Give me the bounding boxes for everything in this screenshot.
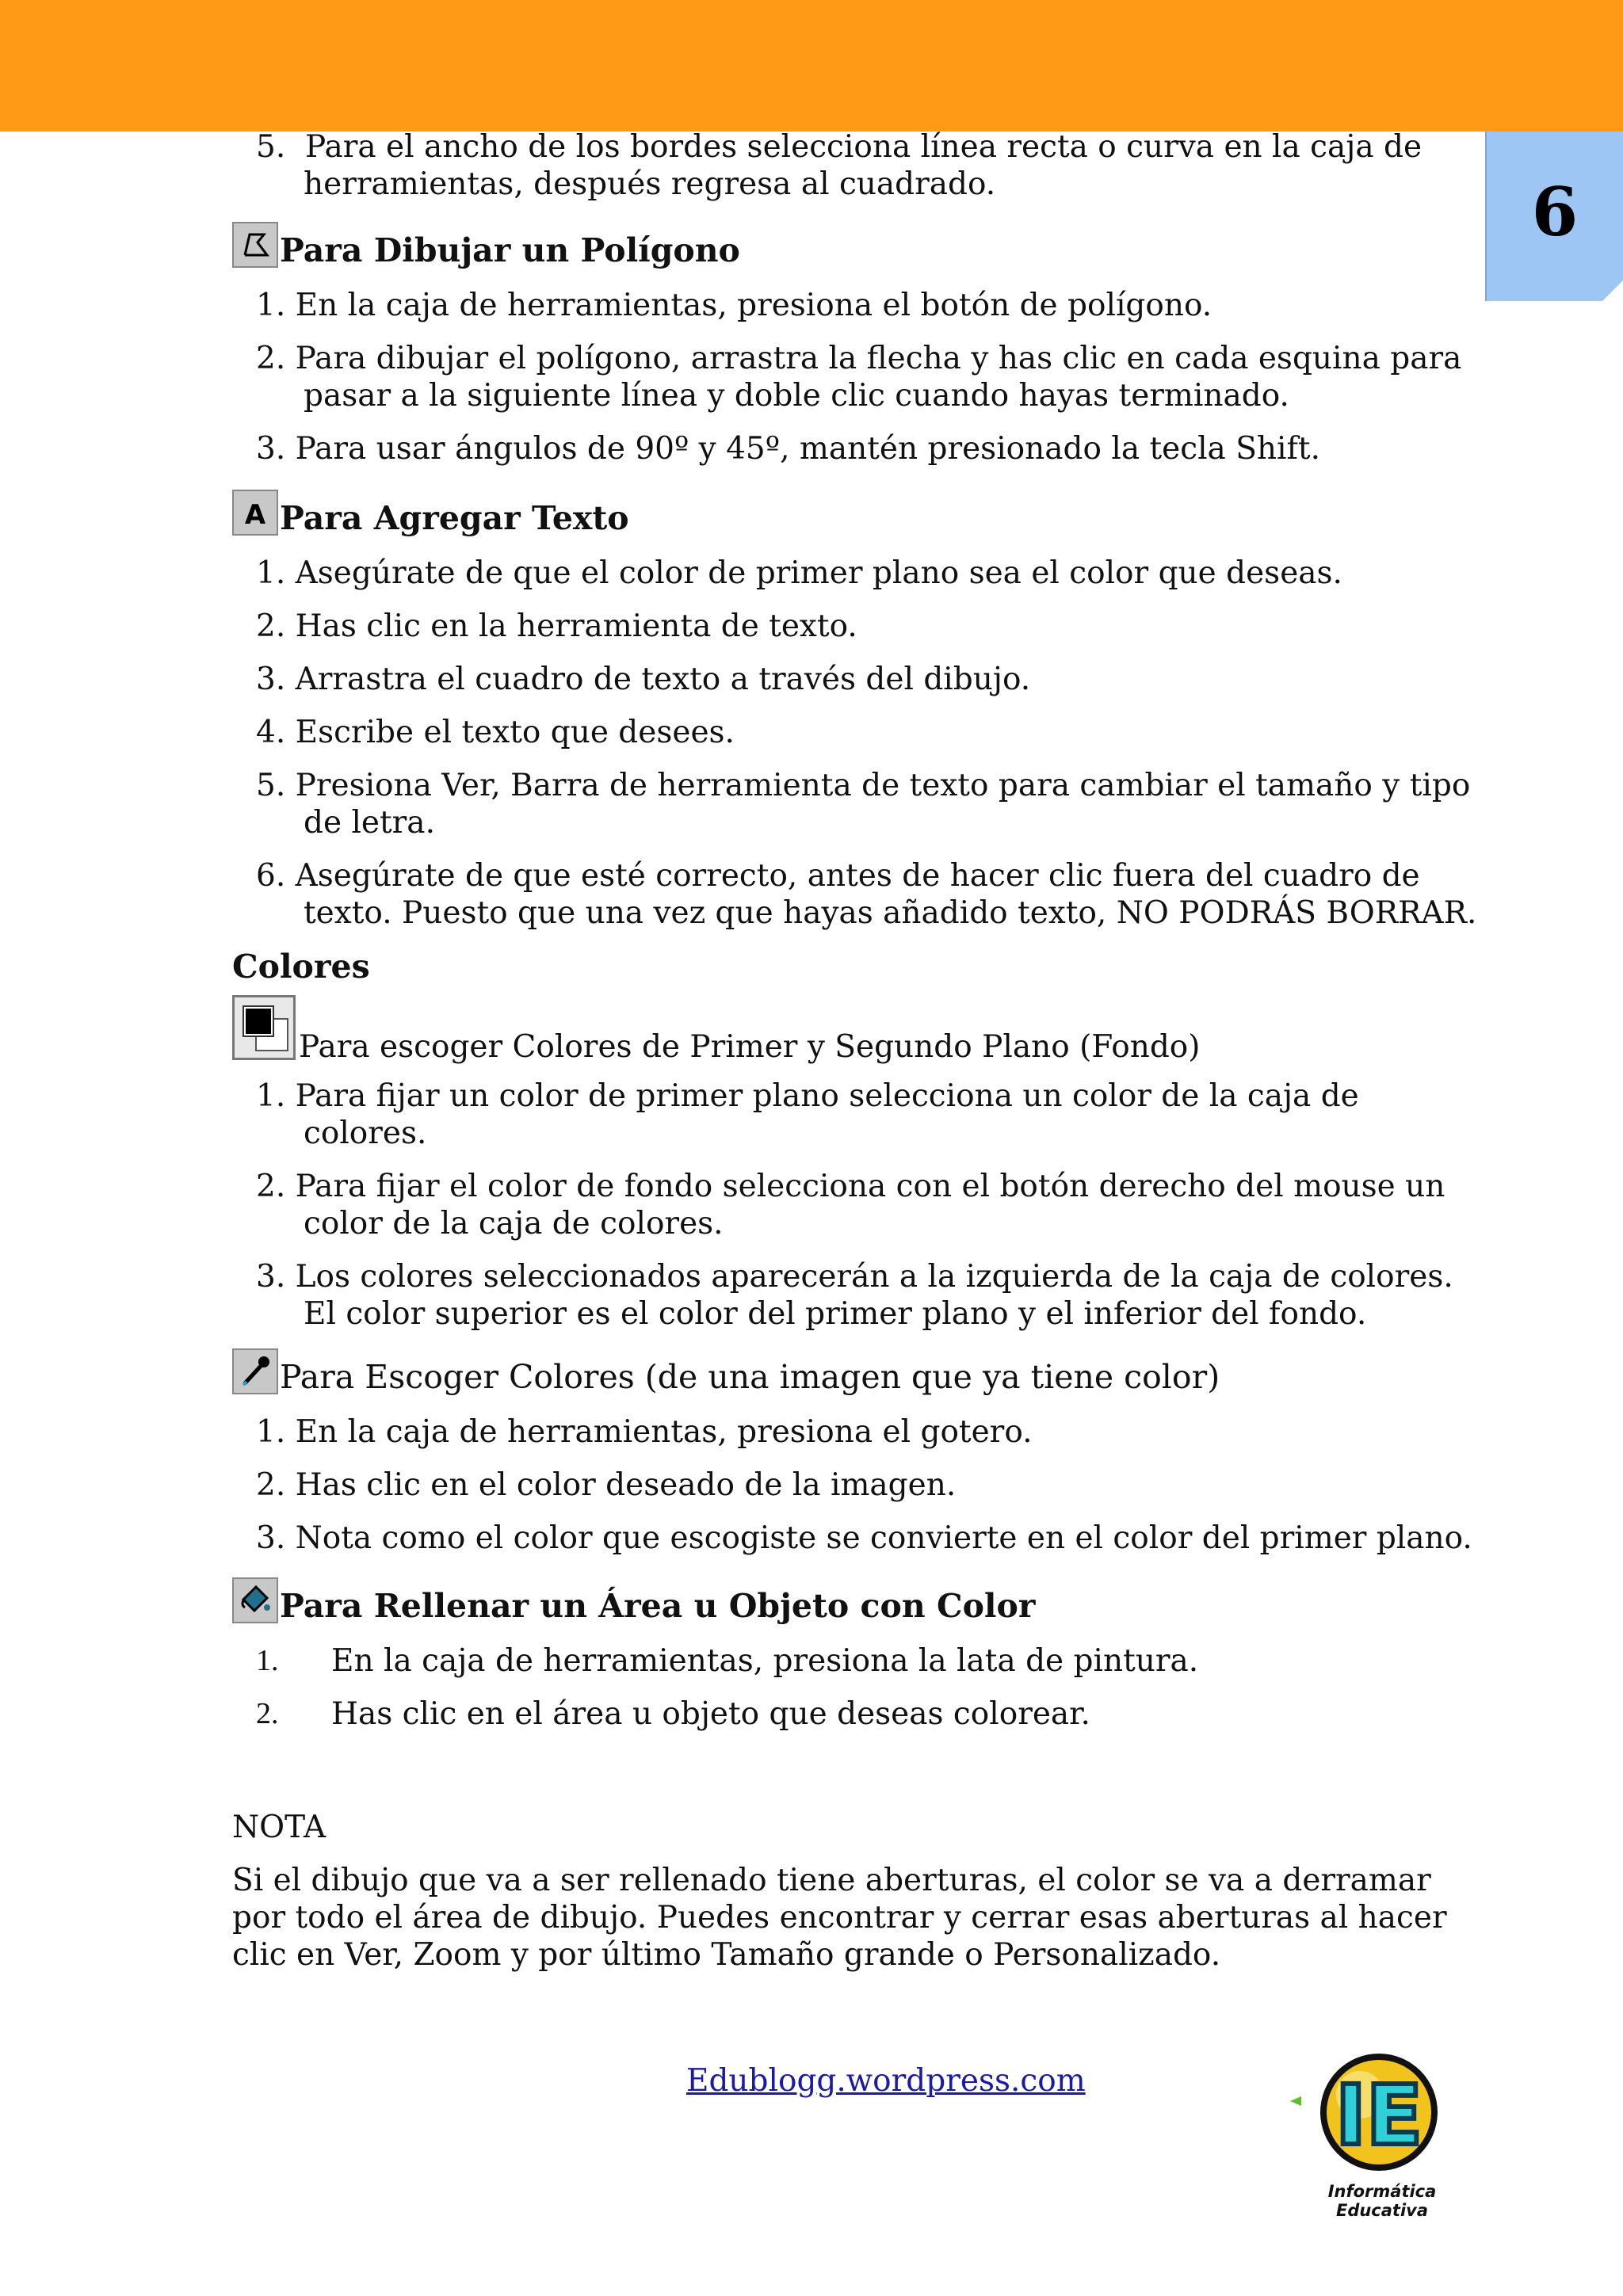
list-item: 1. Para fijar un color de primer plano selecciona un color de la caja de colores. (256, 1078, 1359, 1151)
section-title: Para Rellenar un Área u Objeto con Color (280, 1587, 1036, 1625)
list-item: 2. Has clic en la herramienta de texto. (256, 608, 857, 644)
page-number-tab (1485, 132, 1623, 301)
list-item: 1. En la caja de herramientas, presiona el botón de polígono. (256, 288, 1212, 323)
list-item: 6. Asegúrate de que esté correcto, antes de hacer clic fuera del cuadro de texto. Puesto que una vez que hayas añadido texto, NO PODRÁS BORRAR. (256, 858, 1477, 931)
nota-title: NOTA (232, 1810, 327, 1845)
list-item: 1. Asegúrate de que el color de primer plano sea el color que deseas. (256, 555, 1342, 591)
item-text: Has clic en el área u objeto que deseas colorear. (331, 1696, 1090, 1732)
list-item: 4. Escribe el texto que desees. (256, 715, 735, 750)
section-heading-fg-bg (232, 995, 1484, 1065)
section-title: Para Agregar Texto (280, 499, 629, 537)
document-body (232, 128, 1484, 1974)
list-item: 2. Para dibujar el polígono, arrastra la flecha y has clic en cada esquina para pasar a la siguiente línea y doble clic cuando hayas terminado. (256, 341, 1462, 414)
eyedropper-icon (232, 1348, 278, 1394)
section-title: Para Escoger Colores (de una imagen que ya tiene color) (280, 1358, 1220, 1396)
list-item: 2. Has clic en el color deseado de la imagen. (256, 1467, 957, 1503)
footer-link[interactable]: Edublogg.wordpress.com (686, 2063, 1086, 2099)
list-item (232, 1642, 1484, 1680)
list-item: 1. En la caja de herramientas, presiona el gotero. (256, 1414, 1033, 1450)
colores-heading: Colores (232, 948, 370, 986)
paint-bucket-icon (232, 1577, 278, 1623)
nota-text: Si el dibujo que va a ser rellenado tiene aberturas, el color se va a derramar por todo el área de dibujo. Puedes encontrar y cerrar esas aberturas al hacer clic en Ver, Zoom y por último Tamaño grande o Personalizado. (232, 1863, 1447, 1973)
item-text: En la caja de herramientas, presiona la lata de pintura. (331, 1643, 1199, 1679)
list-item: 3. Para usar ángulos de 90º y 45º, mantén presionado la tecla Shift. (256, 431, 1321, 467)
item-text: Para el ancho de los bordes selecciona línea recta o curva en la caja de herramientas, después regresa al cuadrado. (304, 129, 1423, 202)
section-heading-color-picker (232, 1356, 1484, 1398)
intro-list-item (232, 128, 1484, 203)
list-item: 2. Para fijar el color de fondo selecciona con el botón derecho del mouse un color de la caja de colores. (256, 1169, 1445, 1241)
list-item: 3. Arrastra el cuadro de texto a través del dibujo. (256, 662, 1031, 697)
text-tool-icon (232, 490, 278, 536)
text-tool-glyph: A (244, 499, 266, 531)
item-number: 5. (256, 129, 286, 165)
page-fold-corner (1602, 280, 1623, 301)
list-item: 5. Presiona Ver, Barra de herramienta de texto para cambiar el tamaño y tipo de letra. (256, 768, 1471, 841)
logo-letters: IE (1335, 2067, 1423, 2164)
header-bar (0, 0, 1623, 132)
foreground-background-color-icon (232, 995, 296, 1060)
list-item (232, 1695, 1484, 1733)
polygon-icon (232, 222, 278, 268)
section-heading-polygon (232, 230, 1484, 271)
item-number: 2. (256, 1697, 279, 1730)
item-number: 1. (256, 1644, 279, 1677)
section-title: Para Dibujar un Polígono (280, 231, 740, 269)
list-item: 3. Nota como el color que escogiste se convierte en el color del primer plano. (256, 1520, 1472, 1556)
page-number: 6 (1531, 173, 1579, 251)
logo-caption: Informática Educativa (1327, 2182, 1437, 2220)
list-item: 3. Los colores seleccionados aparecerán a la izquierda de la caja de colores. El color superior es el color del primer plano y el inferior del fondo. (256, 1259, 1453, 1332)
section-title: Para escoger Colores de Primer y Segundo Plano (Fondo) (299, 1029, 1201, 1065)
section-heading-text (232, 498, 1484, 539)
section-heading-fill (232, 1585, 1484, 1627)
